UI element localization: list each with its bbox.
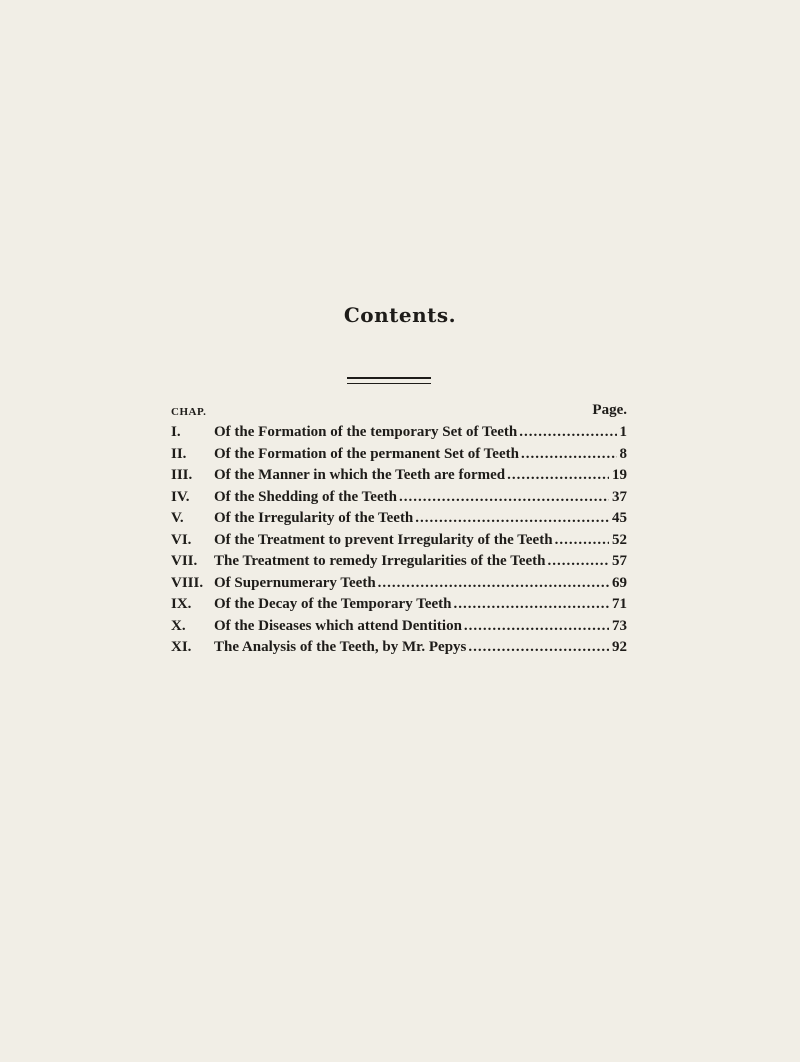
page-column-label: Page. (592, 402, 627, 418)
toc-entry (171, 618, 627, 640)
toc-entry (171, 575, 627, 597)
toc-entry (171, 424, 627, 446)
dot-leader (519, 424, 616, 441)
chapter-title: Of the Decay of the Temporary Teeth (214, 596, 452, 612)
chapter-number: XI. (171, 639, 192, 655)
chapter-number: X. (171, 617, 186, 634)
dot-leader (464, 618, 609, 635)
dot-leader (453, 596, 609, 613)
dot-leader (399, 489, 609, 506)
chapter-title: Of Supernumerary Teeth (214, 574, 376, 591)
page-number: 71 (612, 596, 627, 612)
toc-entry (171, 467, 627, 489)
chapter-number: VIII. (171, 574, 204, 591)
toc-entry (171, 639, 627, 661)
chapter-title: The Analysis of the Teeth, by Mr. Pepys (214, 639, 467, 655)
chapter-title: Of the Irregularity of the Teeth (214, 510, 414, 526)
page-number: 92 (612, 639, 627, 655)
page-number: 52 (612, 531, 627, 548)
page-number: 37 (612, 488, 627, 505)
chapter-number: IV. (171, 488, 190, 505)
page-number: 45 (612, 510, 627, 526)
chapter-number: II. (171, 445, 187, 462)
toc-entry (171, 596, 627, 618)
chapter-number: III. (171, 467, 193, 483)
page-number: 19 (612, 467, 627, 483)
chapter-title: Of the Shedding of the Teeth (214, 488, 397, 505)
chapter-title: Of the Formation of the temporary Set of Teeth (214, 424, 518, 440)
page-number: 1 (619, 424, 627, 440)
table-of-contents (171, 424, 627, 661)
dot-leader (378, 575, 609, 592)
chapter-number: V. (171, 510, 184, 526)
page-title: Contents. (343, 303, 457, 327)
chapter-number: VI. (171, 531, 192, 548)
dot-leader (507, 467, 609, 484)
toc-header (171, 402, 627, 422)
toc-entry (171, 489, 627, 511)
toc-entry (171, 446, 627, 468)
chapter-title: Of the Treatment to prevent Irregularity of the Teeth (214, 531, 553, 548)
chapter-number: IX. (171, 596, 192, 612)
dot-leader (415, 510, 609, 527)
toc-entry (171, 532, 627, 554)
chapter-title: Of the Diseases which attend Dentition (214, 617, 462, 634)
dot-leader (468, 639, 609, 656)
chapter-title: Of the Manner in which the Teeth are formed (214, 467, 506, 483)
chapter-title: The Treatment to remedy Irregularities of the Teeth (214, 553, 546, 569)
page-number: 73 (612, 617, 627, 634)
title-divider (347, 377, 431, 384)
toc-entry (171, 510, 627, 532)
page-number: 69 (612, 574, 627, 591)
chapter-title: Of the Formation of the permanent Set of Teeth (214, 445, 519, 462)
page-number: 57 (612, 553, 627, 569)
toc-entry (171, 553, 627, 575)
chapter-number: I. (171, 424, 181, 440)
chapter-number: VII. (171, 553, 198, 569)
dot-leader (547, 553, 609, 570)
page-number: 8 (619, 445, 627, 462)
chapter-column-label: CHAP. (171, 406, 207, 418)
dot-leader (555, 532, 609, 549)
dot-leader (521, 446, 617, 463)
